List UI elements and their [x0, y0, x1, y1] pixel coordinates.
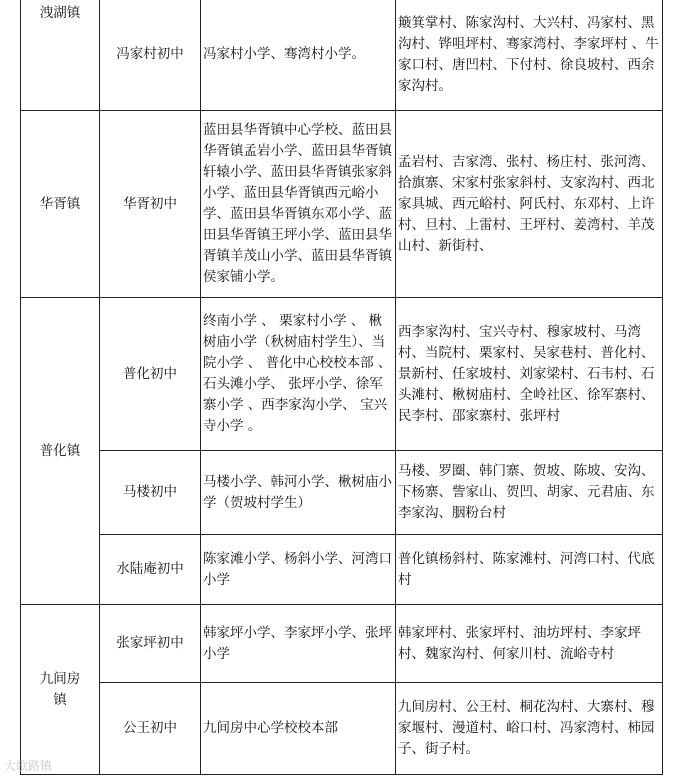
town-cell: [21, 605, 100, 775]
school-cell: 华胥初中: [100, 111, 201, 298]
primary-schools-cell: 韩家坪小学、李家坪小学、张坪小学: [201, 605, 396, 683]
school-cell: 普化初中: [100, 298, 201, 451]
primary-schools-cell: 蓝田县华胥镇中心学校、蓝田县华胥镇孟岩小学、蓝田县华胥镇轩辕小学、蓝田县华胥镇张家斜小学、蓝田县华胥镇西元峪小学、蓝田县华胥镇东邓小学、蓝田县华胥镇王坪小学、蓝田县华胥镇羊茂山小学、蓝田县华胥镇侯家铺小学。: [201, 111, 396, 298]
primary-schools-cell: 冯家村小学、骞湾村小学。: [201, 0, 396, 111]
town-cell: [21, 298, 100, 605]
school-cell: 马楼初中: [100, 451, 201, 535]
villages-cell: 孟岩村、吉家湾、张村、杨庄村、张河湾、拾旗寨、宋家村张家斜村、支家沟村、西北家具城、西元峪村、阿氏村、东邓村、上许村、旦村、上雷村、王坪村、姜湾村、羊茂山村、新街村、: [396, 111, 663, 298]
town-name: 华胥镇: [39, 195, 81, 212]
school-district-table: [20, 0, 663, 775]
table-row: [21, 535, 663, 605]
town-name: 九间房镇: [39, 670, 81, 708]
villages-cell: 西李家沟村、宝兴寺村、穆家坡村、马湾村、当院村、栗家村、吴家巷村、普化村、景新村、任家坡村、刘家梁村、石韦村、石头滩村、楸树庙村、全岭社区、徐军寨村、 民李村、邵家寨村、张坪村: [396, 298, 663, 451]
school-cell: 张家坪初中: [100, 605, 201, 683]
villages-cell: 马楼、罗圈、韩门寨、贺坡、陈坡、安沟、下杨寨、訾家山、贺凹、胡家、元君庙、东李家沟、胭粉台村: [396, 451, 663, 535]
table-row: [21, 451, 663, 535]
table-row: [21, 298, 663, 451]
town-name: 洩湖镇: [39, 5, 81, 21]
villages-cell: 九间房村、公王村、桐花沟村、大寨村、穆家堰村、漫道村、峪口村、冯家湾村、柿园子、街子村。: [396, 683, 663, 775]
table-row: [21, 605, 663, 683]
school-cell: 水陆庵初中: [100, 535, 201, 605]
school-cell: 公王初中: [100, 683, 201, 775]
primary-schools-cell: 九间房中心学校校本部: [201, 683, 396, 775]
watermark: 大歌路镇: [4, 759, 53, 773]
villages-cell: 韩家坪村、张家坪村、油坊坪村、李家坪村、魏家沟村、何家川村、流峪寺村: [396, 605, 663, 683]
primary-schools-cell: 终南小学 、 栗家村小学 、 楸树庙小学（秋树庙村学生）、当院小学 、 普化中心校校本部 、 石头滩小学、 张坪小学、徐军寨小学 、西李家沟小学、 宝兴寺小学 。: [201, 298, 396, 451]
town-name: 普化镇: [39, 442, 81, 459]
villages-cell: 簸箕掌村、陈家沟村、大兴村、冯家村、黑沟村、铧咀坪村、骞家湾村、李家坪村 、牛家口村、唐凹村、下付村、徐良坡村、西余家沟村。: [396, 0, 663, 111]
table-row: [21, 111, 663, 298]
primary-schools-cell: 陈家滩小学、杨斜小学、河湾口小学: [201, 535, 396, 605]
table-row: [21, 683, 663, 775]
villages-cell: 普化镇杨斜村、陈家滩村、河湾口村、代底村: [396, 535, 663, 605]
table-row: [21, 0, 663, 111]
school-cell: 冯家村初中: [100, 0, 201, 111]
primary-schools-cell: 马楼小学、韩河小学、楸树庙小学（贺坡村学生）: [201, 451, 396, 535]
town-cell: [21, 111, 100, 298]
town-cell: [21, 0, 100, 111]
